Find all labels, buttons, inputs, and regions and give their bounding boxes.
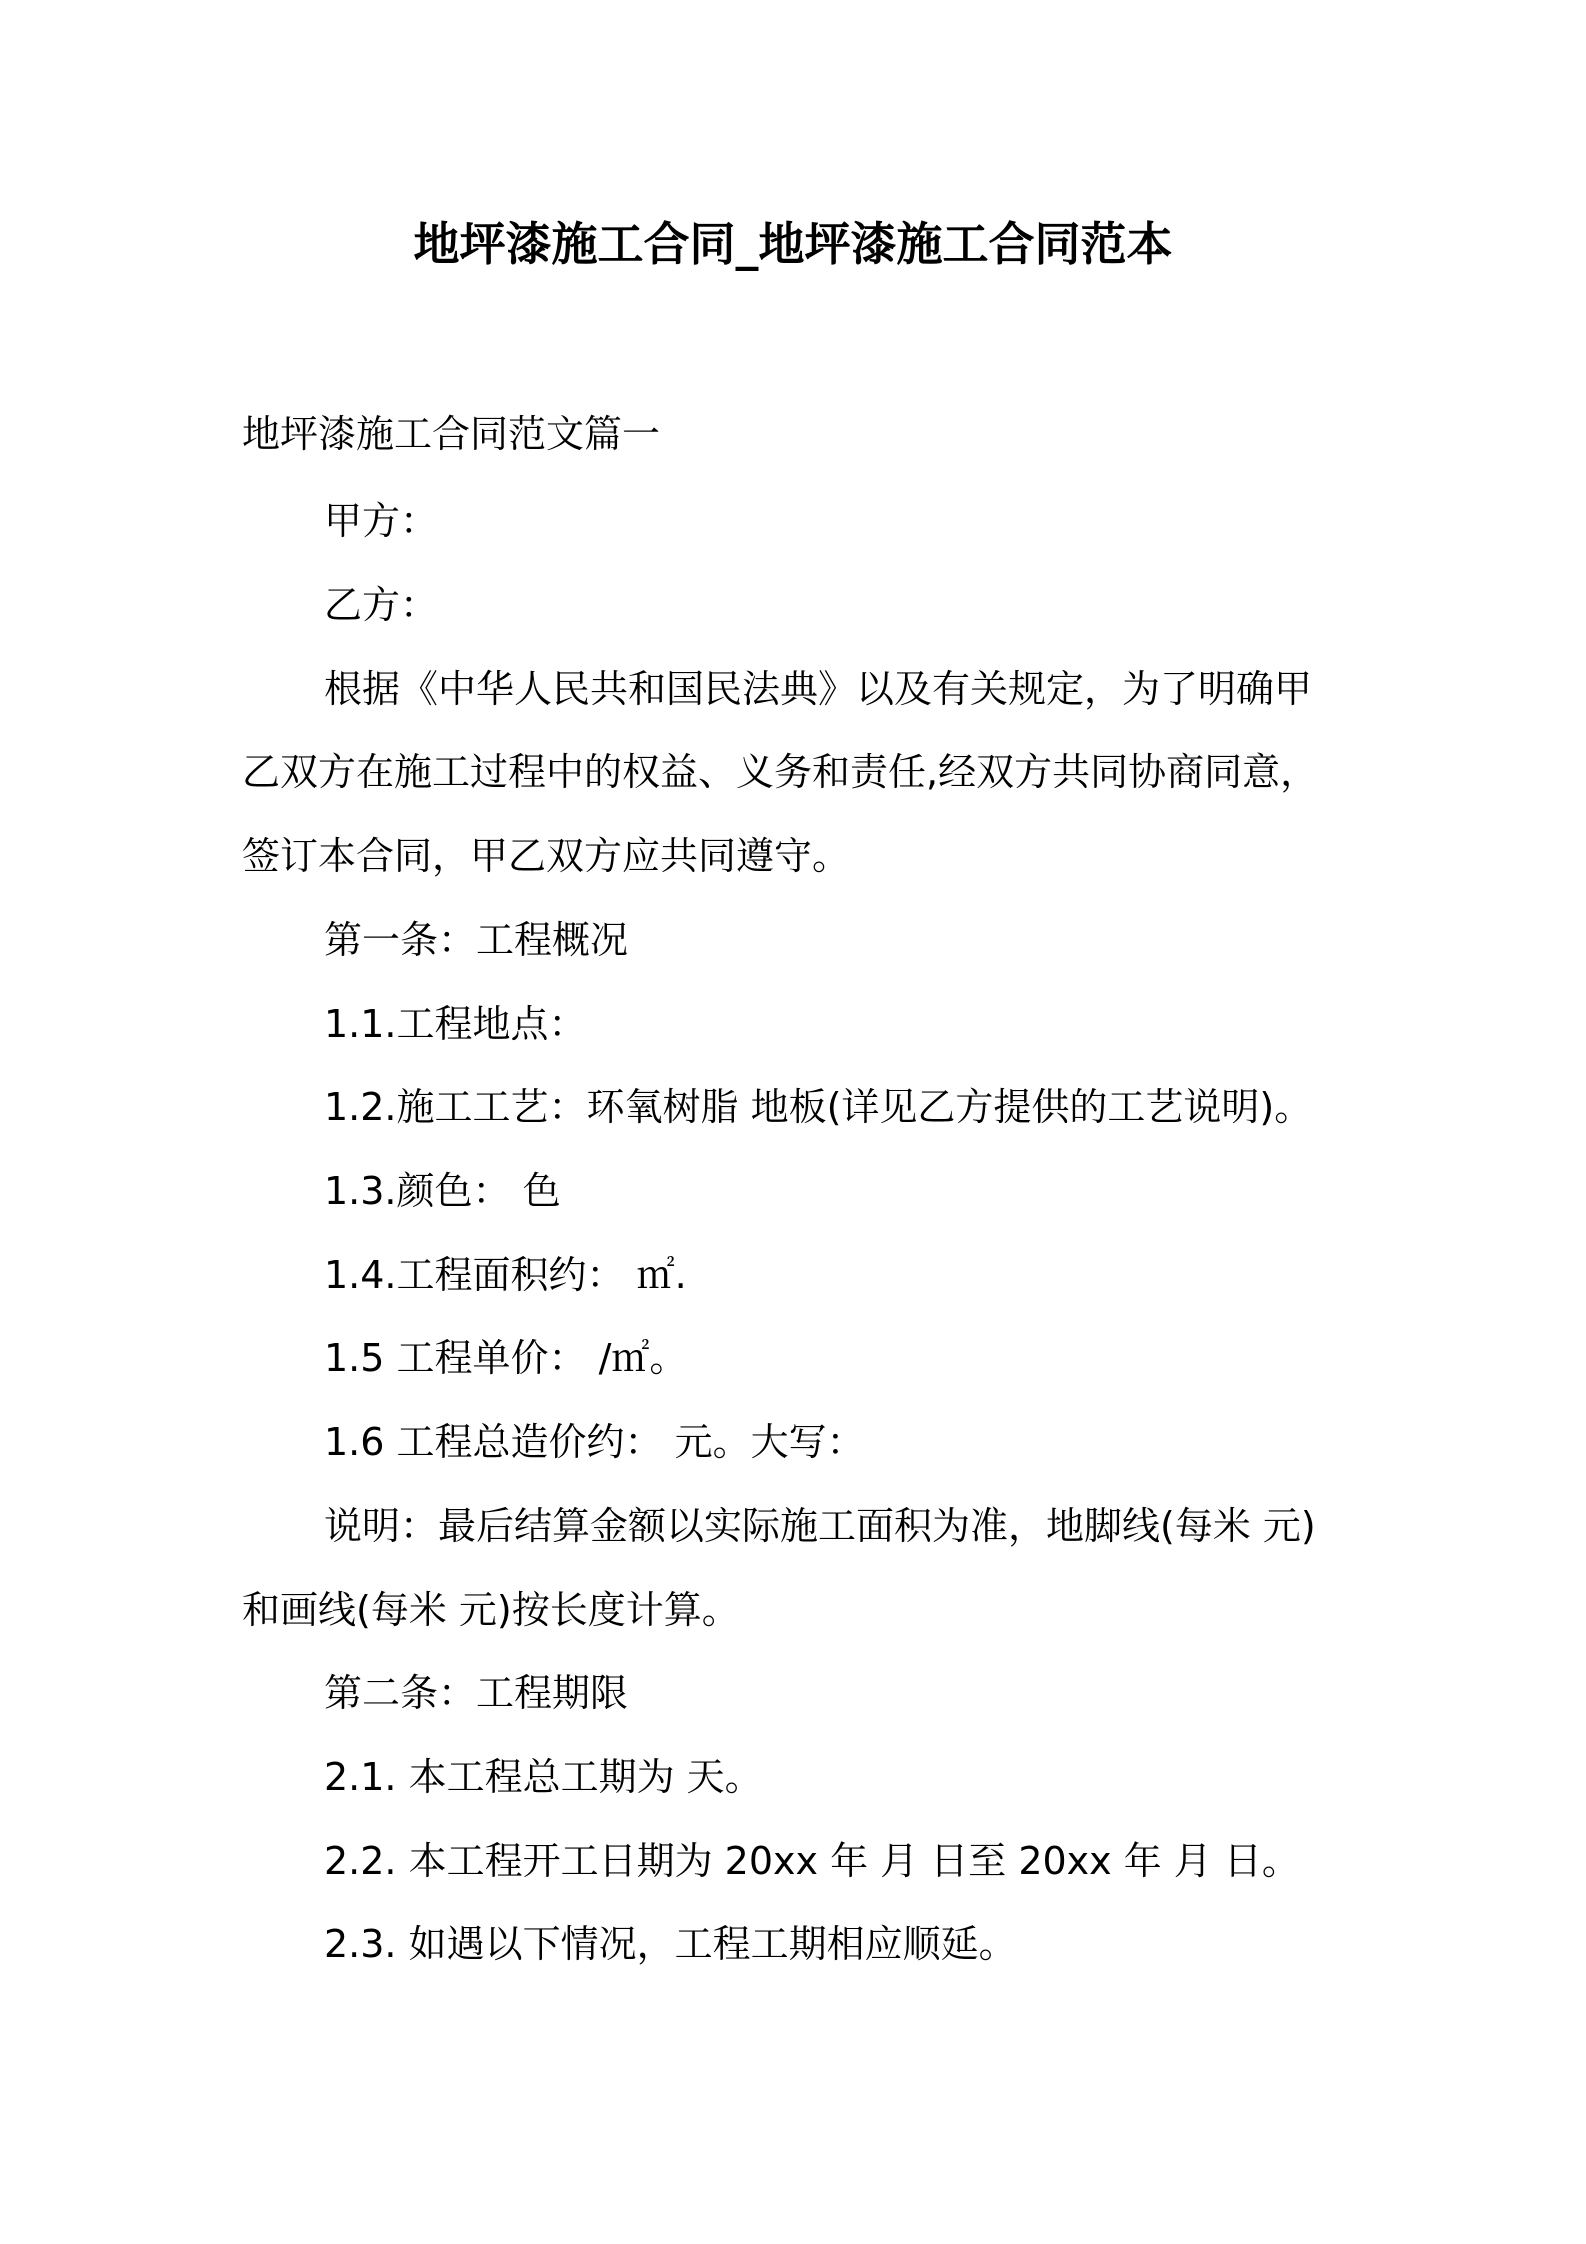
clause-1-1: 1.1.工程地点：	[324, 1002, 587, 1046]
preamble-line-1: 根据《中华人民共和国民法典》以及有关规定，为了明确甲	[324, 667, 1313, 711]
preamble-line-2: 乙双方在施工过程中的权益、义务和责任,经双方共同协商同意，	[242, 750, 1319, 794]
note-line-1: 说明：最后结算金额以实际施工面积为准，地脚线(每米 元)	[324, 1504, 1316, 1548]
preamble-line-3: 签订本合同，甲乙双方应共同遵守。	[242, 834, 851, 878]
clause-2-3: 2.3. 如遇以下情况，工程工期相应顺延。	[324, 1922, 1017, 1966]
clause-1-4: 1.4.工程面积约： ㎡.	[324, 1253, 687, 1297]
clause-2-2: 2.2. 本工程开工日期为 20xx 年 月 日至 20xx 年 月 日。	[324, 1839, 1300, 1883]
party-a-label: 甲方：	[324, 499, 439, 543]
document-title: 地坪漆施工合同_地坪漆施工合同范本	[413, 217, 1173, 271]
article-1-heading: 第一条：工程概况	[324, 918, 629, 962]
clause-1-2: 1.2.施工工艺：环氧树脂 地板(详见乙方提供的工艺说明)。	[324, 1085, 1313, 1129]
article-2-heading: 第二条：工程期限	[324, 1671, 629, 1715]
clause-1-6: 1.6 工程总造价约： 元。大写：	[324, 1420, 865, 1464]
note-line-2: 和画线(每米 元)按长度计算。	[242, 1588, 740, 1632]
clause-2-1: 2.1. 本工程总工期为 天。	[324, 1755, 763, 1799]
section-heading: 地坪漆施工合同范文篇一	[242, 412, 661, 456]
clause-1-3: 1.3.颜色： 色	[324, 1169, 561, 1213]
clause-1-5: 1.5 工程单价： /㎡。	[324, 1336, 688, 1380]
party-b-label: 乙方：	[324, 583, 439, 627]
